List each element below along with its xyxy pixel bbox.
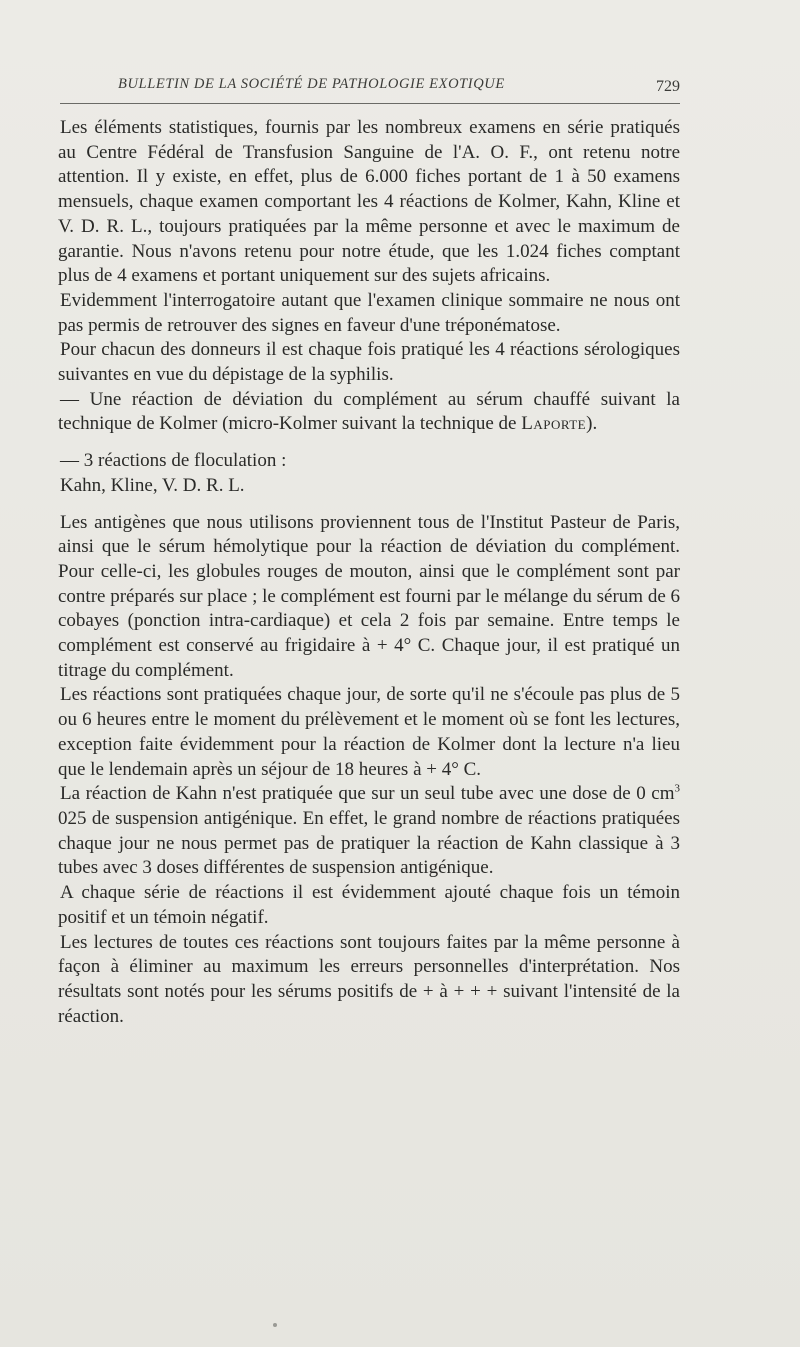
floculation-list: Kahn, Kline, V. D. R. L. xyxy=(60,474,245,496)
paragraph-kolmer xyxy=(58,388,680,437)
paragraph-donneurs: Pour chacun des donneurs il est chaque fois pratiqué les 4 réactions sérologiques suivantes en vue du dépistage de la syphilis. xyxy=(58,339,680,386)
spacer xyxy=(58,437,680,449)
paragraph-lectures: Les lectures de toutes ces réactions sont toujours faites par la même personne à façon à éliminer au maximum les erreurs personnelles d'interprétation. Nos résultats sont notés pour les sérums positifs de + à + + + suivant l'intensité de la réaction. xyxy=(58,931,680,1027)
page-header xyxy=(60,76,680,102)
running-head: BULLETIN DE LA SOCIÉTÉ DE PATHOLOGIE EXOTIQUE xyxy=(118,76,505,92)
header-rule xyxy=(60,103,680,104)
paragraph-antigenes: Les antigènes que nous utilisons proviennent tous de l'Institut Pasteur de Paris, ainsi que le sérum hémolytique pour la réaction de déviation du complément. Pour celle-ci, les globules rouges de mouton, ainsi que le complément sont par contre préparés sur place ; le complément est fourni par le mélange du sérum de 6 cobayes (ponction intra-cardiaque) et cela 2 fois par semaine. Entre temps le complément est conservé au frigidaire à + 4° C. Chaque jour, il est pratiqué un titrage du complément. xyxy=(58,511,681,681)
paragraph-statistics: Les éléments statistiques, fournis par les nombreux examens en série pratiqués au Centre Fédéral de Transfusion Sanguine de l'A. O. F., ont retenu notre attention. Il y existe, en effet, plus de 6.000 fiches portant de 1 à 50 examens mensuels, chaque examen comportant les 4 réactions de Kolmer, Kahn, Kline et V. D. R. L., toujours pratiquées par la même personne et avec le maximum de garantie. Nous n'avons retenu pour notre étude, que les 1.024 fiches comptant plus de 4 examens et portant uniquement sur des sujets africains. xyxy=(58,117,680,287)
spacer xyxy=(58,499,680,511)
paragraph-kahn xyxy=(58,782,680,881)
kolmer-suffix: ). xyxy=(586,413,598,435)
floculation-title: — 3 réactions de floculation : xyxy=(60,450,287,472)
page-number: 729 xyxy=(656,78,680,95)
author-laporte: Laporte xyxy=(521,413,587,435)
kolmer-text: — Une réaction de déviation du complément au sérum chauffé suivant la technique de Kolmer (micro-Kolmer suivant la technique de xyxy=(58,388,680,435)
paragraph-reactions: Les réactions sont pratiquées chaque jour, de sorte qu'il ne s'écoule pas plus de 5 ou 6 heures entre le moment du prélèvement et le moment où se font les lectures, exception faite évidemment pour la réaction de Kolmer dont la lecture n'a lieu que le lendemain après un séjour de 18 heures à + 4° C. xyxy=(58,684,680,780)
paragraph-temoins: A chaque série de réactions il est évidemment ajouté chaque fois un témoin positif et un témoin négatif. xyxy=(58,882,680,928)
kahn-text-a: La réaction de Kahn n'est pratiquée que sur un seul tube avec une dose de 0 cm xyxy=(60,783,675,805)
kahn-text-b: 025 de suspension antigénique. En effet, le grand nombre de réactions pratiquées chaque jour ne nous permet pas de pratiquer la réaction de Kahn classique à 3 tubes avec 3 doses différentes de suspension antigénique. xyxy=(58,807,680,879)
kahn-superscript: 3 xyxy=(674,782,680,795)
article-body xyxy=(58,116,680,1029)
print-speck xyxy=(273,1323,277,1327)
paragraph-interrogatoire: Evidemment l'interrogatoire autant que l'examen clinique sommaire ne nous ont pas permis de retrouver des signes en faveur d'une tréponématose. xyxy=(58,289,680,336)
